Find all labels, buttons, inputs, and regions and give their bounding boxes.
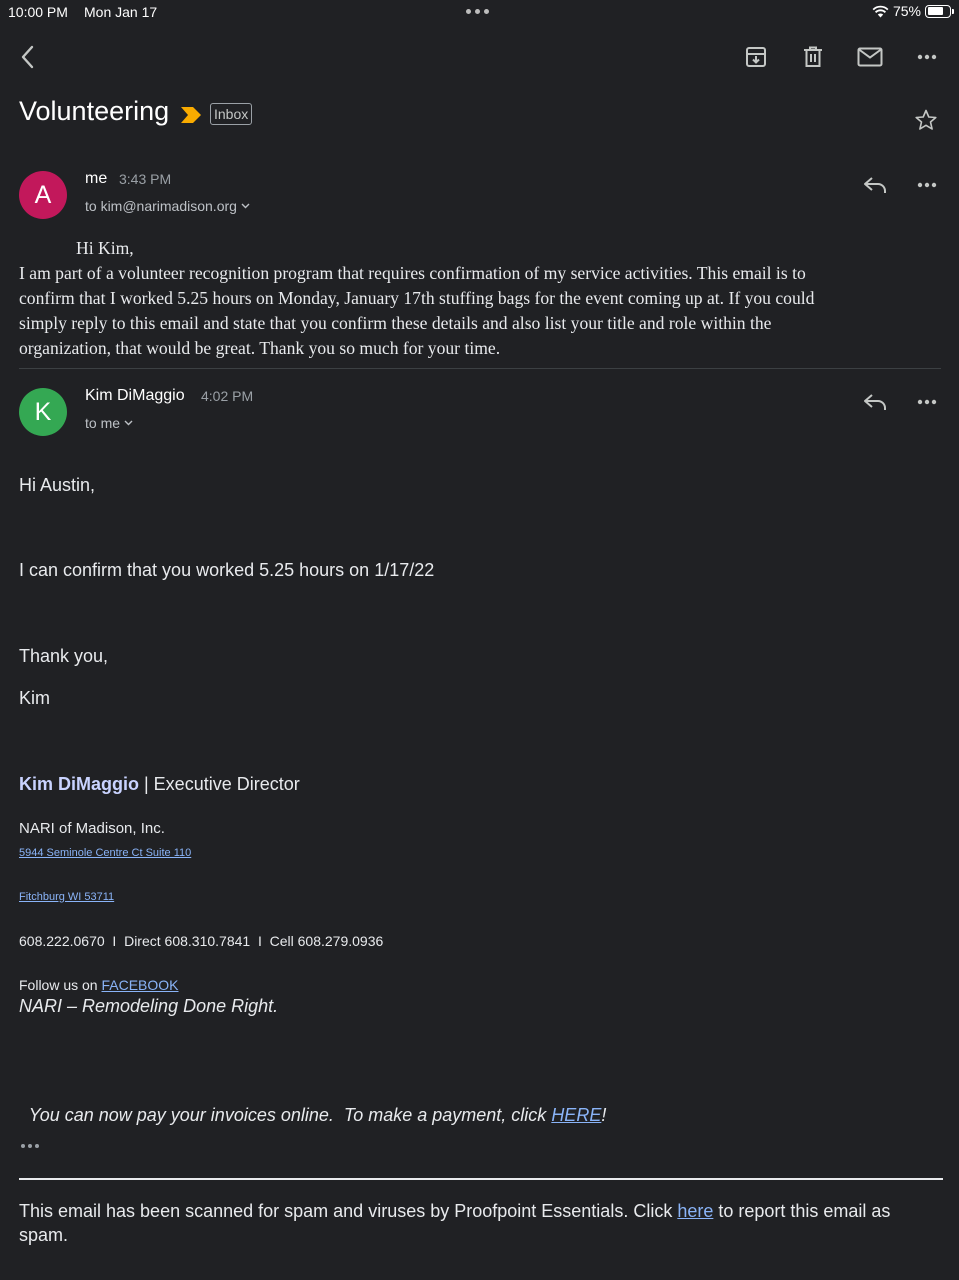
confirmation-text: I can confirm that you worked 5.25 hours on 1/17/22 — [19, 560, 435, 580]
avatar-letter: K — [34, 397, 52, 426]
body-line: I am part of a volunteer recognition program that requires confirmation of my service activities. This email is to — [19, 263, 806, 283]
body-line: simply reply to this email and state that you confirm these details and also list your title and role within the — [19, 313, 772, 333]
battery-percent: 75% — [892, 3, 921, 19]
signature-phones: 608.222.0670 I Direct 608.310.7841 I Cell 608.279.0936 — [19, 933, 384, 949]
greeting: Hi Kim, — [76, 238, 134, 258]
chevron-down-icon — [241, 203, 250, 209]
multitasking-dots-icon[interactable] — [466, 9, 489, 14]
footer-rule — [19, 1178, 943, 1180]
message-time: 4:02 PM — [201, 388, 254, 404]
recipient-details[interactable] — [85, 198, 250, 214]
payment-link[interactable]: HERE — [551, 1105, 602, 1125]
archive-icon[interactable] — [743, 44, 769, 70]
back-arrow-icon[interactable] — [14, 44, 40, 70]
recipient-text: to kim@narimadison.org — [85, 198, 237, 214]
thanks-text: Thank you, — [19, 646, 109, 666]
greeting: Hi Austin, — [19, 475, 96, 495]
payment-suffix: ! — [601, 1105, 607, 1125]
reply-icon[interactable] — [861, 173, 889, 197]
signature-org: NARI of Madison, Inc. — [19, 820, 165, 837]
more-horizontal-icon[interactable] — [914, 44, 940, 70]
star-icon[interactable] — [913, 107, 939, 133]
address-line1-link[interactable]: 5944 Seminole Centre Ct Suite 110 — [19, 847, 192, 859]
avatar — [19, 388, 67, 436]
status-date: Mon Jan 17 — [84, 4, 158, 20]
signature-name: Kim DiMaggio — [19, 774, 139, 794]
message-divider — [19, 368, 941, 369]
wifi-icon — [872, 5, 889, 18]
footer-suffix: to report this email as spam. — [19, 1201, 891, 1245]
message-body — [19, 236, 924, 361]
reply-icon[interactable] — [861, 390, 889, 414]
recipient-details[interactable] — [85, 415, 133, 431]
trash-icon[interactable] — [800, 44, 826, 70]
status-bar — [0, 0, 959, 26]
follow-us — [19, 977, 179, 993]
recipient-text: to me — [85, 415, 121, 431]
sender-name: Kim DiMaggio — [85, 387, 185, 404]
payment-notice — [19, 1084, 606, 1126]
spam-scan-footer — [19, 1199, 924, 1247]
sender-name: me — [85, 170, 108, 187]
body-line: confirm that I worked 5.25 hours on Monday, January 17th stuffing bags for the event coming up at. If you could — [19, 288, 815, 308]
message-time: 3:43 PM — [119, 171, 172, 187]
follow-prefix: Follow us on — [19, 977, 102, 993]
signature-tagline: NARI – Remodeling Done Right. — [19, 996, 279, 1016]
payment-text: You can now pay your invoices online. To make a payment, click — [28, 1105, 552, 1125]
address-line2-link[interactable]: Fitchburg WI 53711 — [19, 891, 115, 903]
status-right — [872, 3, 951, 19]
footer-prefix: This email has been scanned for spam and viruses by Proofpoint Essentials. Click — [19, 1201, 678, 1221]
signoff-text: Kim — [19, 688, 50, 708]
email-subject: Volunteering — [19, 96, 170, 126]
battery-icon — [925, 5, 951, 18]
signature-title: | Executive Director — [139, 774, 300, 794]
important-marker-icon[interactable] — [180, 106, 202, 129]
message-more-icon[interactable] — [914, 173, 940, 197]
avatar-letter: A — [34, 180, 52, 209]
signature-heading — [19, 774, 300, 795]
report-spam-link[interactable]: here — [677, 1201, 714, 1221]
message-more-icon[interactable] — [914, 390, 940, 414]
show-trimmed-content-icon[interactable] — [21, 1144, 39, 1148]
body-line: organization, that would be great. Thank you so much for your time. — [19, 338, 501, 358]
facebook-link[interactable]: FACEBOOK — [101, 977, 179, 993]
chevron-down-icon — [124, 420, 133, 426]
mail-icon[interactable] — [856, 44, 884, 70]
status-time: 10:00 PM — [8, 4, 68, 20]
avatar — [19, 171, 67, 219]
inbox-label[interactable]: Inbox — [210, 103, 252, 125]
